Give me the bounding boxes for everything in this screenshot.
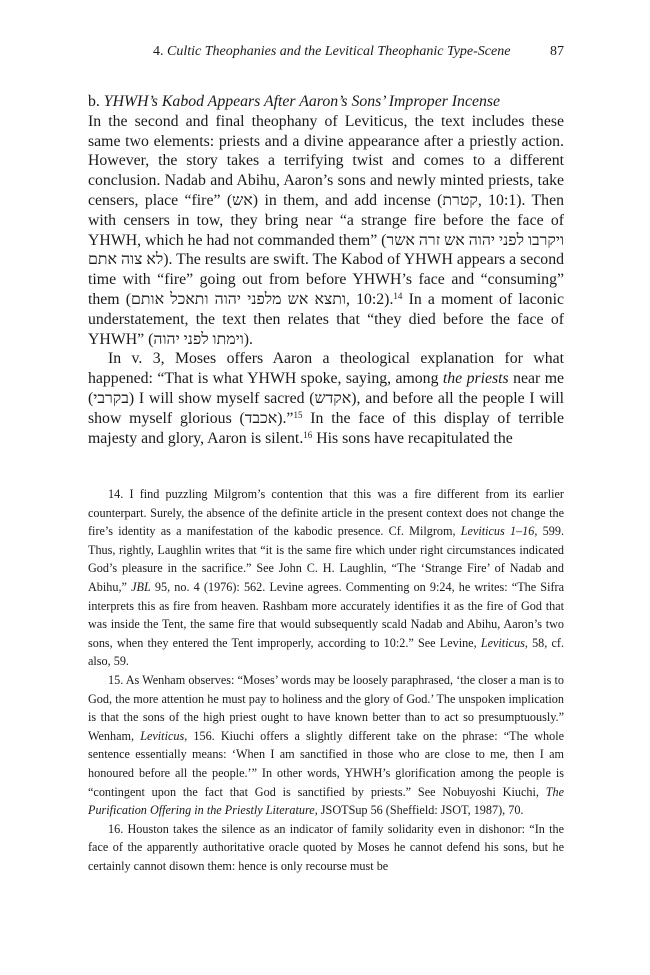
footnote-ref-14[interactable]: 14: [393, 290, 403, 301]
hebrew-text: בקרבי: [93, 389, 129, 407]
paragraph-1: In the second and final theophany of Leviticus, the text includes these same two elements: priests and a divine appearance after a priestly action. However, the story takes a terrifying twist and comes to a different conclusion. Nadab and Abihu, Aaron’s sons and newly minted priests, take censers, place “fire” (אש) in them, and add incense (קטרת, 10:1). Then with censers in tow, they bring near “a strange fire before the face of YHWH, which he had not commanded them” (ויקרבו לפני יהוה אש זרה אשר לא צוה אתם). The results are swift. The Kabod of YHWH appears a second time with “fire” going out from before YHWH’s face and “consuming” them (ותצא אש מלפני יהוה ותאכל אותם, 10:2).$^{14}$ In a moment of laconic understatement, the text then relates that “they died before the face of YHWH” (וימתו לפני יהוה).: [88, 112, 564, 348]
hebrew-text: וימתו לפני יהוה: [153, 330, 244, 348]
hebrew-text: אכבד: [244, 409, 278, 427]
footnote-16: 16. Houston takes the silence as an indicator of family solidarity even in dishonor: “In the face of the apparently authoritative oracle quoted by Moses he cannot defend his sons, but he certainly cannot disown them: hence is only recourse must be: [88, 821, 564, 873]
paragraph-2: In v. 3, Moses offers Aaron a theological explanation for what happened: “That is what YHWH spoke, saying, among the priests near me (בקרבי) I will show myself sacred (אקדש), and before all the people I will show myself glorious (אכבד).”$^{15}$ In the face of this display of terrible majesty and glory, Aaron is silent.$^{16}$ His sons have recapitulated the: [88, 350, 565, 447]
footnote-ref-16[interactable]: 16: [303, 429, 313, 440]
running-title: 4. Cultic Theophanies and the Levitical Theophanic Type-Scene: [153, 44, 511, 59]
hebrew-text: ותצא אש מלפני יהוה ותאכל אותם: [131, 290, 346, 308]
footnote-14: 14. I find puzzling Milgrom’s contention that this was a fire different from its earlier counterpart. Surely, the absence of the definite article in the present context does not change the fire’s identity as a manifestation of the kabodic presence. Cf. Milgrom, Leviticus 1–16, 599. Thus, rightly, Laughlin writes that “it is the same fire which under right circumstances indicated God’s pleasure in the sacrifice.” See John C. H. Laughlin, “The ‘Strange Fire’ of Nadab and Abihu,” JBL 95, no. 4 (1976): 562. Levine agrees. Commenting on 9:24, he writes: “The Sifra interprets this as fire from heaven. Rashbam more accurately identifies it as the fire of God that was inside the Tent, the same fire that would subsequently scald Nadab and Abihu, Aaron’s two sons, when they entered the Tent improperly, according to 10:2.” See Levine, Leviticus, 58, cf. also, 59.: [88, 487, 565, 669]
page-number: 87: [550, 44, 564, 59]
footnote-ref-15[interactable]: 15: [293, 409, 303, 420]
hebrew-text: אש: [232, 191, 253, 209]
hebrew-text: קטרת: [442, 191, 478, 209]
footnotes: [88, 485, 564, 875]
main-text: [88, 92, 564, 448]
footnote-15: 15. As Wenham observes: “Moses’ words may be loosely paraphrased, ‘the closer a man is to God, the more attention he must pay to holiness and the glory of God.’ The unspoken implication is that the sons of the high priest ought to have known better than to act so presumptuously.” Wenham, Leviticus, 156. Kiuchi offers a slightly different take on the phrase: “The whole sentence essentially means: ‘When I am sanctified in those who are close to me, then I am honoured before all the people.’” In other words, YHWH’s glorification among the people is “contingent upon the fact that God is sanctified by priests.” See Nobuyoshi Kiuchi, The Purification Offering in the Priestly Literature, JSOTSup 56 (Sheffield: JSOT, 1987), 70.: [88, 672, 565, 818]
running-header: [88, 44, 564, 66]
hebrew-text: ויקרבו לפני יהוה אש זרה אשר לא צוה אתם: [88, 231, 564, 269]
hebrew-text: אקדש: [314, 389, 352, 407]
section-subheading: b. YHWH’s Kabod Appears After Aaron’s Sons’ Improper Incense: [88, 93, 501, 110]
